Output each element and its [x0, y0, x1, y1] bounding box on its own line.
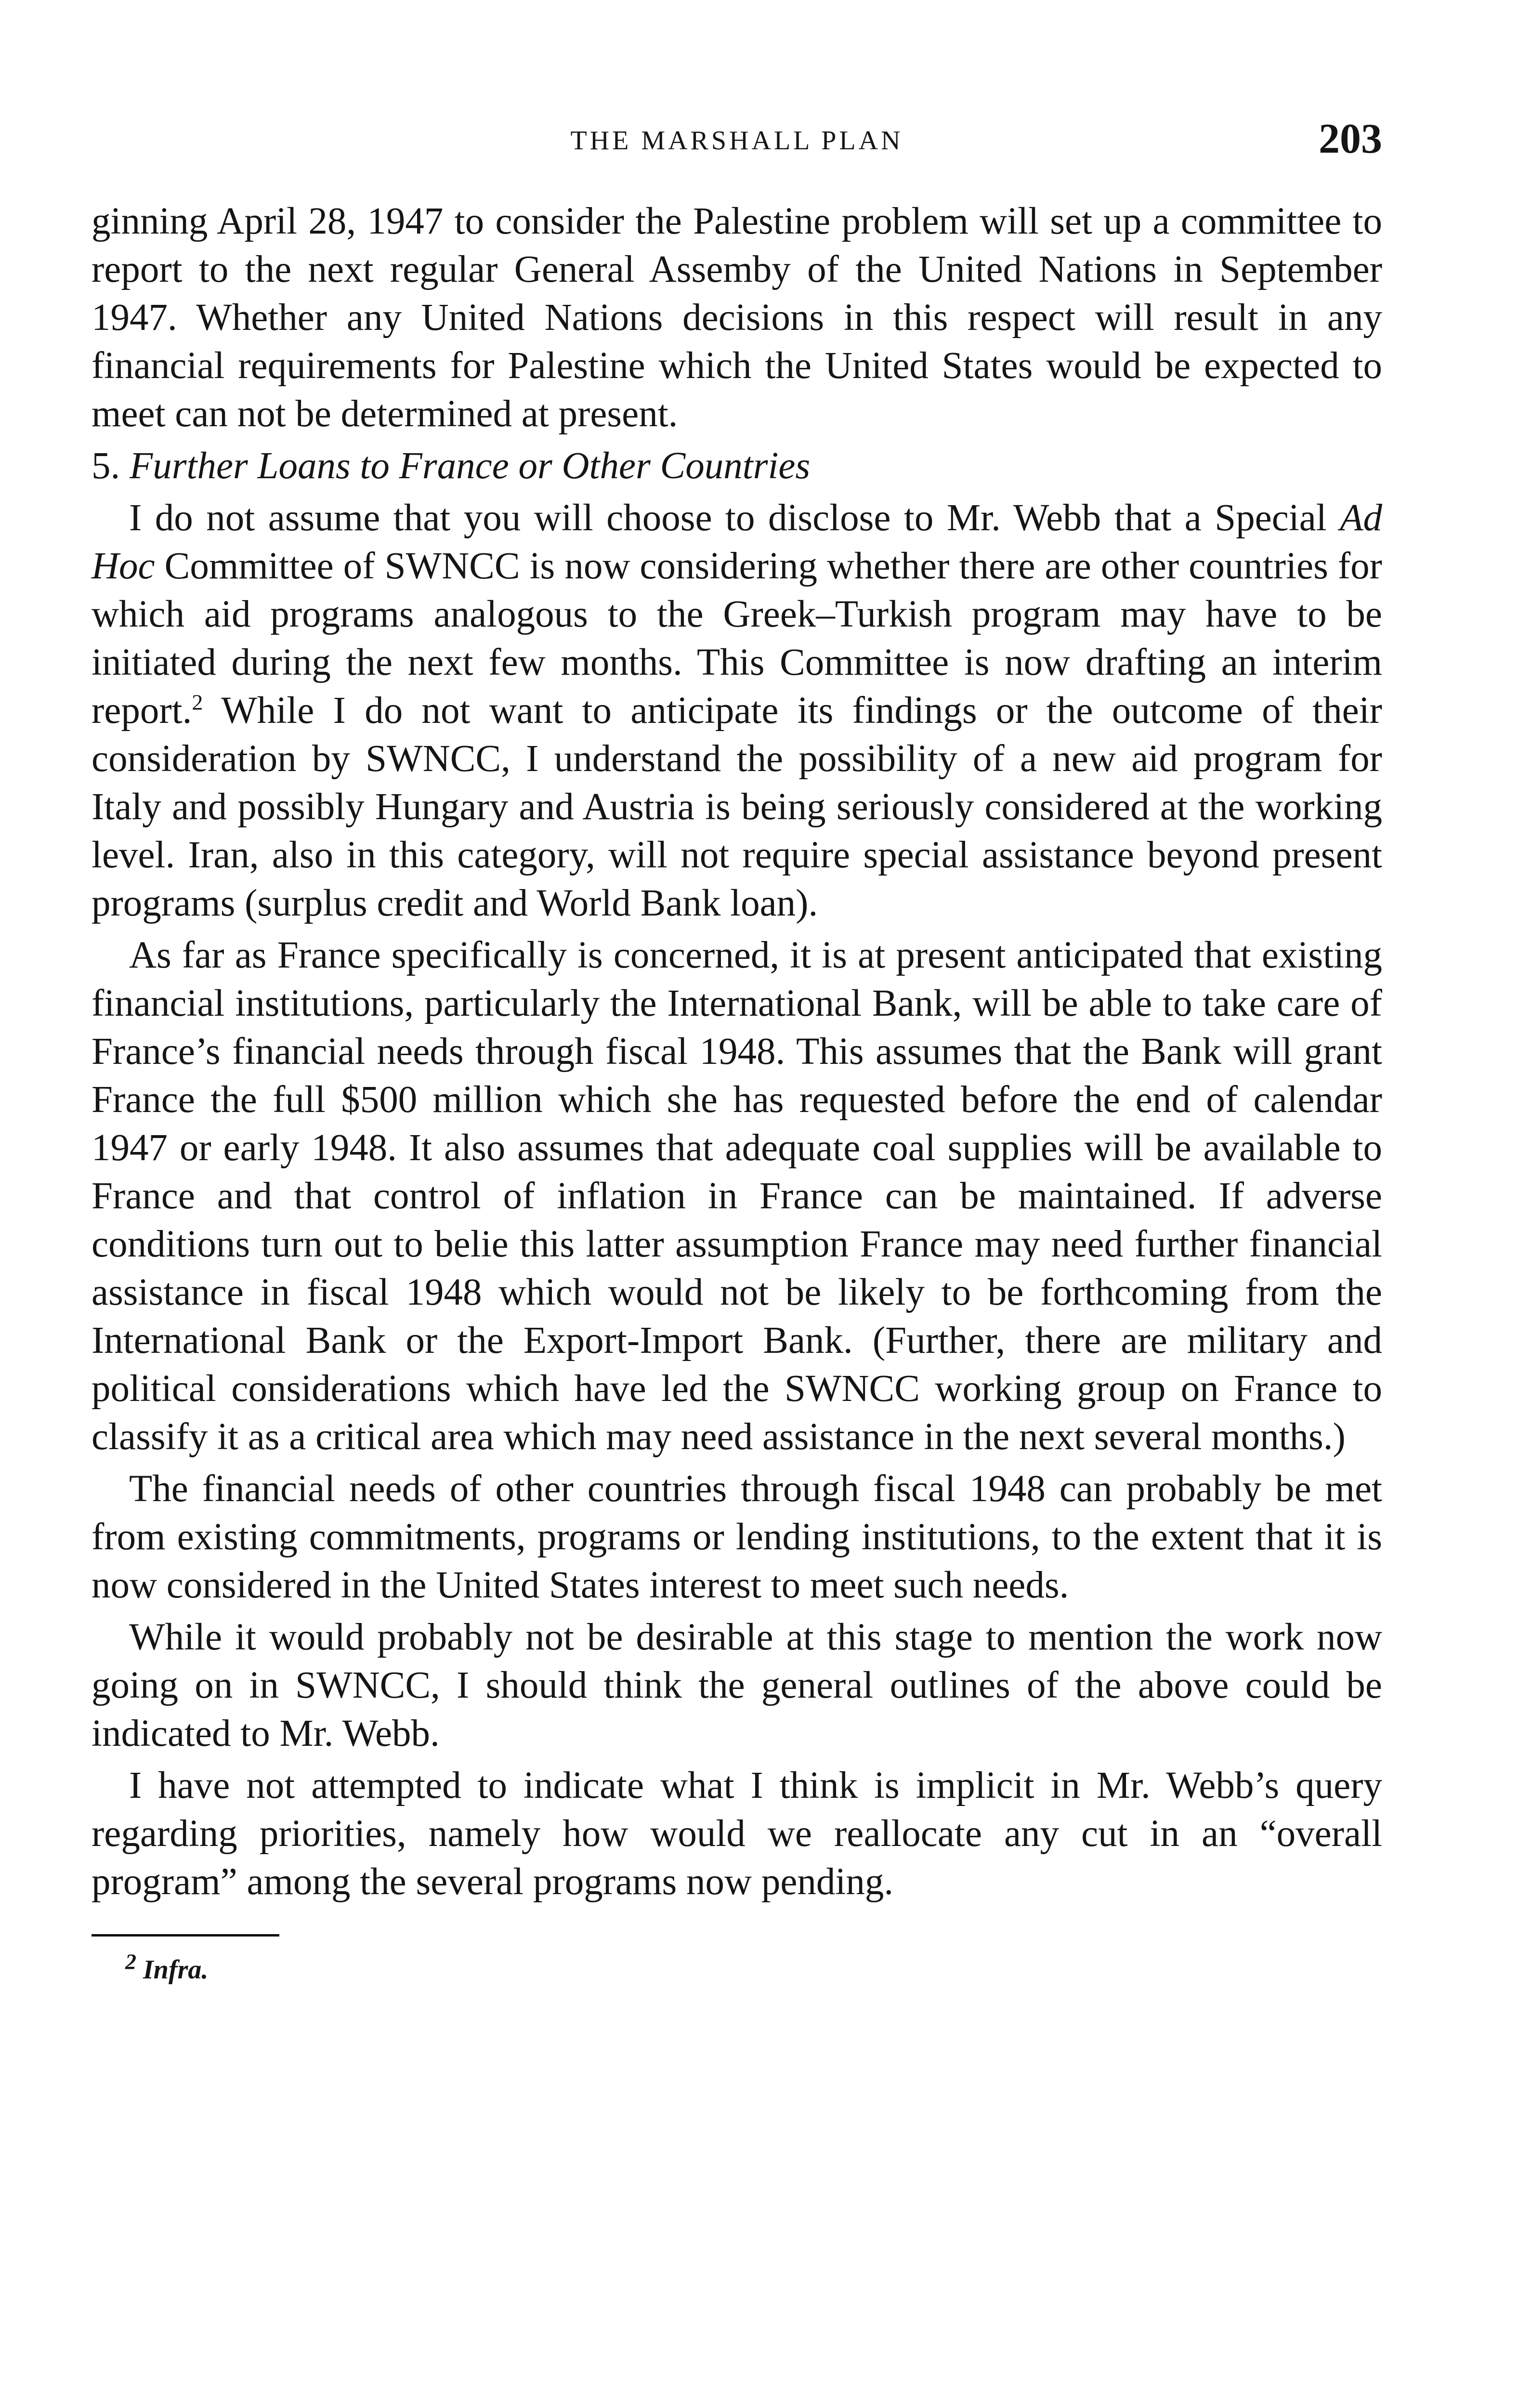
footnote	[125, 1949, 1382, 1987]
section-title: Further Loans to France or Other Countries	[130, 445, 811, 487]
italic-term: Ad Hoc	[92, 497, 1382, 587]
section-number: 5.	[92, 445, 120, 487]
paragraph-continuation: ginning April 28, 1947 to consider the Palestine problem will set up a committee to report to the next regular General Assemby of the United Nations in September 1947. Whether any United Nations decisions in this respect will result in any financial requirements for Palestine which the United States would be expected to meet can not be determined at present.	[92, 200, 1382, 435]
paragraph-text: Committee of SWNCC is now considering whether there are other countries for which aid programs analogous to the Greek–Turkish program may have to be initiated during the next few months. This Committee is now drafting an interim report.	[92, 545, 1382, 732]
paragraph-text: While I do not want to anticipate its findings or the outcome of their consideration by SWNCC, I understand the possibility of a new aid program for Italy and possibly Hungary and Austria is being seriously considered at the working level. Iran, also in this category, will not require special assistance beyond present programs (surplus credit and World Bank loan).	[92, 690, 1382, 924]
running-head: THE MARSHALL PLAN	[570, 126, 903, 156]
page-header	[92, 115, 1382, 172]
paragraph-special-committee	[92, 494, 1382, 928]
footnote-number: 2	[125, 1949, 136, 1974]
paragraph-priorities: I have not attempted to indicate what I think is implicit in Mr. Webb’s query regarding priorities, namely how would we reallocate any cut in an “overall program” among the several programs now pending.	[92, 1765, 1382, 1903]
page-number: 203	[1319, 116, 1382, 162]
paragraph-other-countries: The financial needs of other countries through fiscal 1948 can probably be met from existing commitments, programs or lending institutions, to the extent that it is now considered in the United States interest to meet such needs.	[92, 1468, 1382, 1606]
paragraph-swncc-work: While it would probably not be desirable at this stage to mention the work now going on in SWNCC, I should think the general outlines of the above could be indicated to Mr. Webb.	[92, 1616, 1382, 1754]
paragraph-france-finance: As far as France specifically is concerned, it is at present anticipated that existing financial institutions, particularly the International Bank, will be able to take care of France’s financial needs through fiscal 1948. This assumes that the Bank will grant France the full $500 million which she has requested before the end of calendar 1947 or early 1948. It also assumes that adequate coal supplies will be available to France and that control of inflation in France can be maintained. If adverse conditions turn out to belie this latter assumption France may need further financial assistance in fiscal 1948 which would not be likely to be forthcoming from the International Bank or the Export-Import Bank. (Further, there are military and political considerations which have led the SWNCC working group on France to classify it as a critical area which may need assistance in the next several months.)	[92, 934, 1382, 1458]
document-body	[92, 197, 1382, 1987]
footnote-text: Infra.	[143, 1955, 209, 1985]
footnote-reference: 2	[192, 690, 203, 715]
paragraph-text: I do not assume that you will choose to disclose to Mr. Webb that a Special	[129, 497, 1340, 539]
footnote-divider	[92, 1934, 279, 1937]
section-heading	[92, 442, 1382, 490]
